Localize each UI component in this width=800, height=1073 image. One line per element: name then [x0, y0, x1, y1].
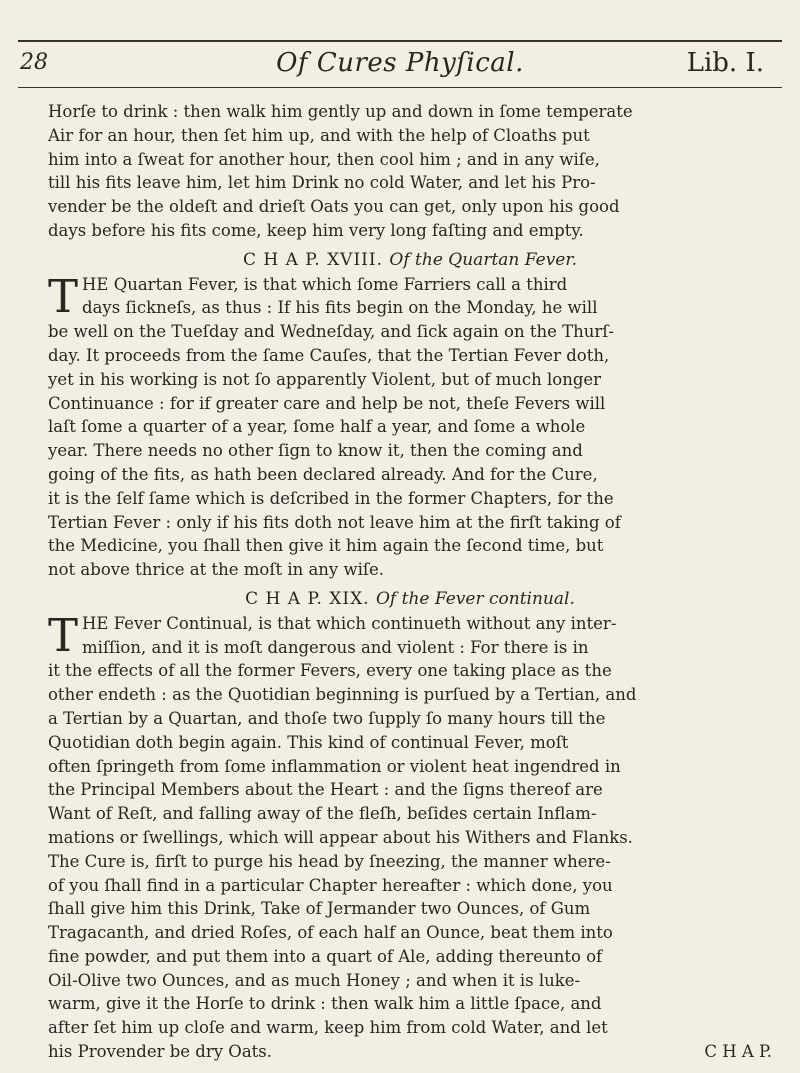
chapter-19-text — [48, 608, 772, 1064]
last-line — [48, 1040, 772, 1064]
header-bottom-rule — [18, 87, 782, 88]
text-line: him into a ſweat for another hour, then cool him ; and in any wiſe, — [48, 149, 600, 169]
text-line: be well on the Tueſday and Wedneſday, and ſick again on the Thurſ- — [48, 322, 614, 342]
text-line: the Medicine, you ſhall then give it him again the ſecond time, but — [48, 536, 604, 556]
text-line: ſhall give him this Drink, Take of Jermander two Ounces, of Gum — [48, 899, 591, 919]
book-number: Lib. I. — [686, 48, 764, 78]
text-line: year. There needs no other ſign to know it, then the coming and — [48, 441, 583, 461]
text-line: other endeth : as the Quotidian beginning is purſued by a Tertian, and — [48, 685, 637, 705]
header-top-rule — [18, 40, 782, 42]
text-line: Air for an hour, then ſet him up, and with the help of Cloaths put — [48, 125, 590, 145]
text-line: days before his fits come, keep him very long faſting and empty. — [48, 220, 584, 240]
chapter-heading-18 — [48, 249, 772, 273]
text-line: fine powder, and put them into a quart of Ale, adding thereunto of — [48, 946, 603, 966]
text-line: HE Fever Continual, is that which continueth without any inter- — [82, 613, 617, 633]
text-line: day. It proceeds from the ſame Cauſes, that the Tertian Fever doth, — [48, 345, 610, 365]
text-line: often ſpringeth from ſome inflammation or violent heat ingendred in — [48, 756, 621, 776]
text-line: Quotidian doth begin again. This kind of continual Fever, moſt — [48, 732, 569, 752]
text-line: a Tertian by a Quartan, and thoſe two ſupply ſo many hours till the — [48, 708, 606, 728]
text-line: Tertian Fever : only if his fits doth not leave him at the firſt taking of — [48, 512, 621, 532]
text-line: warm, give it the Horſe to drink : then walk him a little ſpace, and — [48, 994, 602, 1014]
page-body — [48, 100, 772, 1064]
text-line: Want of Reſt, and falling away of the fleſh, beſides certain Inflam- — [48, 804, 597, 824]
text-line: of you ſhall find in a particular Chapter hereafter : which done, you — [48, 875, 613, 895]
catchword: C H A P. — [704, 1042, 772, 1062]
text-line: days ſickneſs, as thus : If his fits begin on the Monday, he will — [82, 298, 598, 318]
running-header — [18, 40, 782, 88]
text-line: The Cure is, firſt to purge his head by ſneezing, the manner where- — [48, 851, 611, 871]
text-line: yet in his working is not ſo apparently Violent, but of much longer — [48, 369, 602, 389]
text-line: it the effects of all the former Fevers, every one taking place as the — [48, 661, 612, 681]
text-line: Continuance : for if greater care and help be not, theſe Fevers will — [48, 393, 606, 413]
running-title: Of Cures Phyſical. — [276, 48, 524, 78]
text-line: his Provender be dry Oats. — [48, 1042, 273, 1062]
text-line: HE Quartan Fever, is that which ſome Farriers call a third — [82, 274, 568, 294]
text-line: Oil-Olive two Ounces, and as much Honey ; and when it is luke- — [48, 970, 581, 990]
chapter-number: C H A P. XIX. — [245, 588, 370, 609]
text-line: going of the fits, as hath been declared already. And for the Cure, — [48, 464, 598, 484]
text-line: till his fits leave him, let him Drink no cold Water, and let his Pro- — [48, 173, 596, 193]
chapter-heading-19 — [48, 588, 772, 612]
chapter-number: C H A P. XVIII. — [242, 249, 384, 270]
drop-cap: T — [48, 608, 79, 662]
chapter-18-text — [48, 269, 772, 582]
drop-cap: T — [48, 269, 79, 323]
text-line: after ſet him up cloſe and warm, keep him from cold Water, and let — [48, 1018, 608, 1038]
text-line: not above thrice at the moſt in any wiſe. — [48, 560, 385, 580]
page-number: 28 — [20, 50, 48, 75]
text-line: mations or ſwellings, which will appear about his Withers and Flanks. — [48, 827, 633, 847]
text-line: Horſe to drink : then walk him gently up and down in ſome temperate — [48, 102, 633, 121]
paragraph-continued — [48, 100, 772, 243]
text-line: it is the ſelf ſame which is deſcribed in the former Chapters, for the — [48, 488, 614, 508]
text-line: vender be the oldeſt and drieſt Oats you can get, only upon his good — [48, 197, 620, 217]
chapter-subtitle: Of the Quartan Fever. — [389, 249, 578, 270]
text-line: the Principal Members about the Heart : and the ſigns thereof are — [48, 780, 603, 800]
chapter-subtitle: Of the Fever continual. — [376, 588, 575, 609]
text-line: miſſion, and it is moſt dangerous and violent : For there is in — [82, 637, 589, 657]
text-line: Tragacanth, and dried Roſes, of each half an Ounce, beat them into — [48, 923, 613, 943]
text-line: laſt ſome a quarter of a year, ſome half a year, and ſome a whole — [48, 417, 586, 437]
